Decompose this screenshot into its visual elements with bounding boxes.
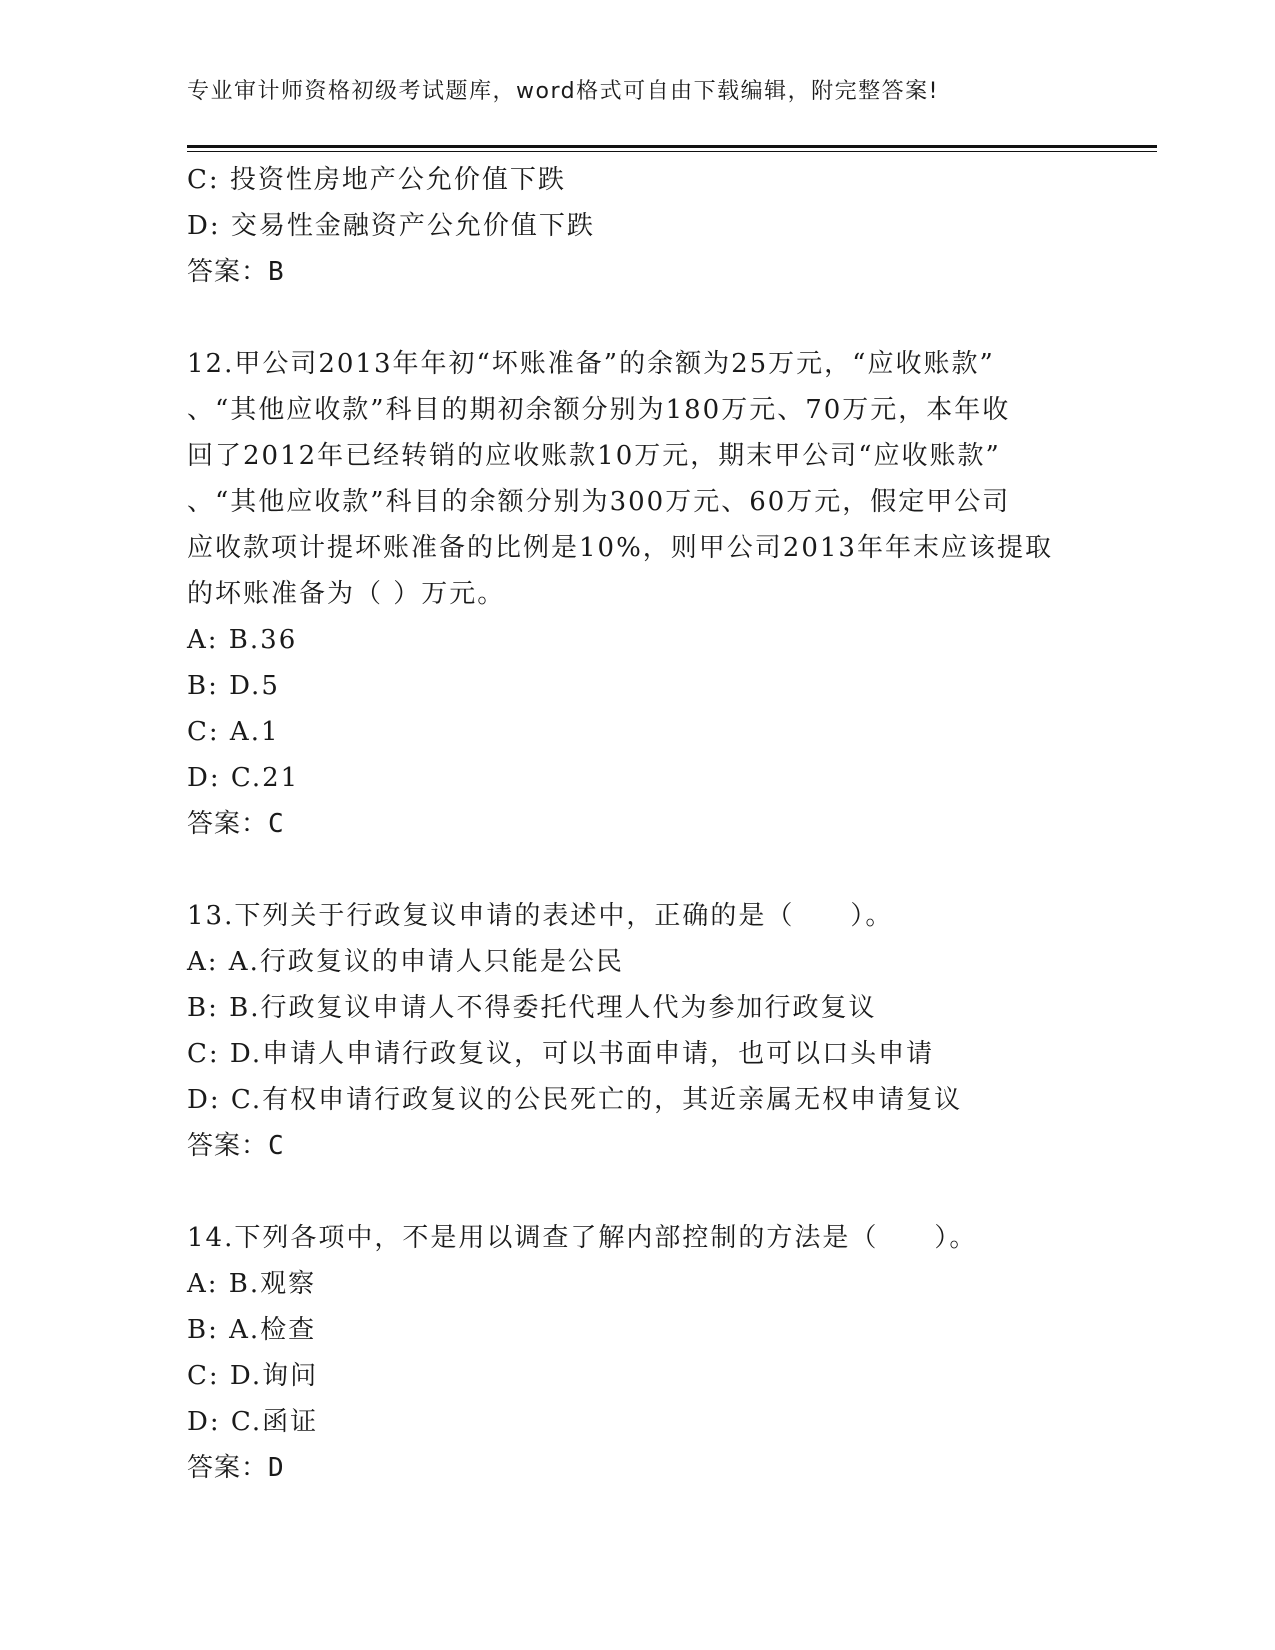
option-line: C: A.1: [187, 717, 280, 747]
answer-label: 答案：: [187, 257, 269, 287]
answer-value: C: [268, 809, 285, 839]
option-line: D: 交易性金融资产公允价值下跌: [187, 211, 595, 241]
answer-line: [187, 249, 1087, 295]
question-13: [187, 893, 1087, 1169]
option-line: B: A.检查: [187, 1315, 317, 1345]
question-stem-line: 回了2012年已经转销的应收账款10万元，期末甲公司“应收账款”: [187, 441, 1001, 471]
answer-line: [187, 1123, 1087, 1169]
question-stem-line: 应收款项计提坏账准备的比例是10%，则甲公司2013年年末应该提取: [187, 533, 1053, 563]
answer-label: 答案：: [187, 1131, 269, 1161]
answer-line: [187, 801, 1087, 847]
answer-line: [187, 1445, 1087, 1491]
question-stem-line: 13.下列关于行政复议申请的表述中，正确的是（ ）。: [187, 901, 894, 931]
answer-value: D: [268, 1453, 285, 1483]
option-line: D: C.21: [187, 763, 300, 793]
question-14: [187, 1215, 1087, 1491]
question-stem-line: 的坏账准备为（ ）万元。: [187, 579, 506, 609]
option-line: C: D.询问: [187, 1361, 319, 1391]
header-rule-thin: [187, 151, 1157, 152]
answer-value: C: [268, 1131, 285, 1161]
option-line: B: D.5: [187, 671, 280, 701]
option-line: A: A.行政复议的申请人只能是公民: [187, 947, 624, 977]
option-line: B: B.行政复议申请人不得委托代理人代为参加行政复议: [187, 993, 877, 1023]
question-12: [187, 341, 1087, 847]
question-stem-line: 14.下列各项中，不是用以调查了解内部控制的方法是（ ）。: [187, 1223, 978, 1253]
question-stem-line: 12.甲公司2013年年初“坏账准备”的余额为25万元，“应收账款”: [187, 349, 995, 379]
answer-label: 答案：: [187, 1453, 269, 1483]
option-line: D: C.函证: [187, 1407, 319, 1437]
question-content: [187, 157, 1087, 1491]
answer-label: 答案：: [187, 809, 269, 839]
question-stem-line: 、“其他应收款”科目的余额分别为300万元、60万元，假定甲公司: [187, 487, 1011, 517]
option-line: A: B.观察: [187, 1269, 317, 1299]
option-line: D: C.有权申请行政复议的公民死亡的，其近亲属无权申请复议: [187, 1085, 963, 1115]
option-line: A: B.36: [187, 625, 298, 655]
answer-value: B: [268, 257, 285, 287]
option-line: C: D.申请人申请行政复议，可以书面申请，也可以口头申请: [187, 1039, 935, 1069]
question-stem-line: 、“其他应收款”科目的期初余额分别为180万元、70万元，本年收: [187, 395, 1011, 425]
header-rule-thick: [187, 145, 1157, 148]
page-header: 专业审计师资格初级考试题库，word格式可自由下载编辑，附完整答案!: [187, 79, 939, 104]
option-line: C: 投资性房地产公允价值下跌: [187, 165, 566, 195]
